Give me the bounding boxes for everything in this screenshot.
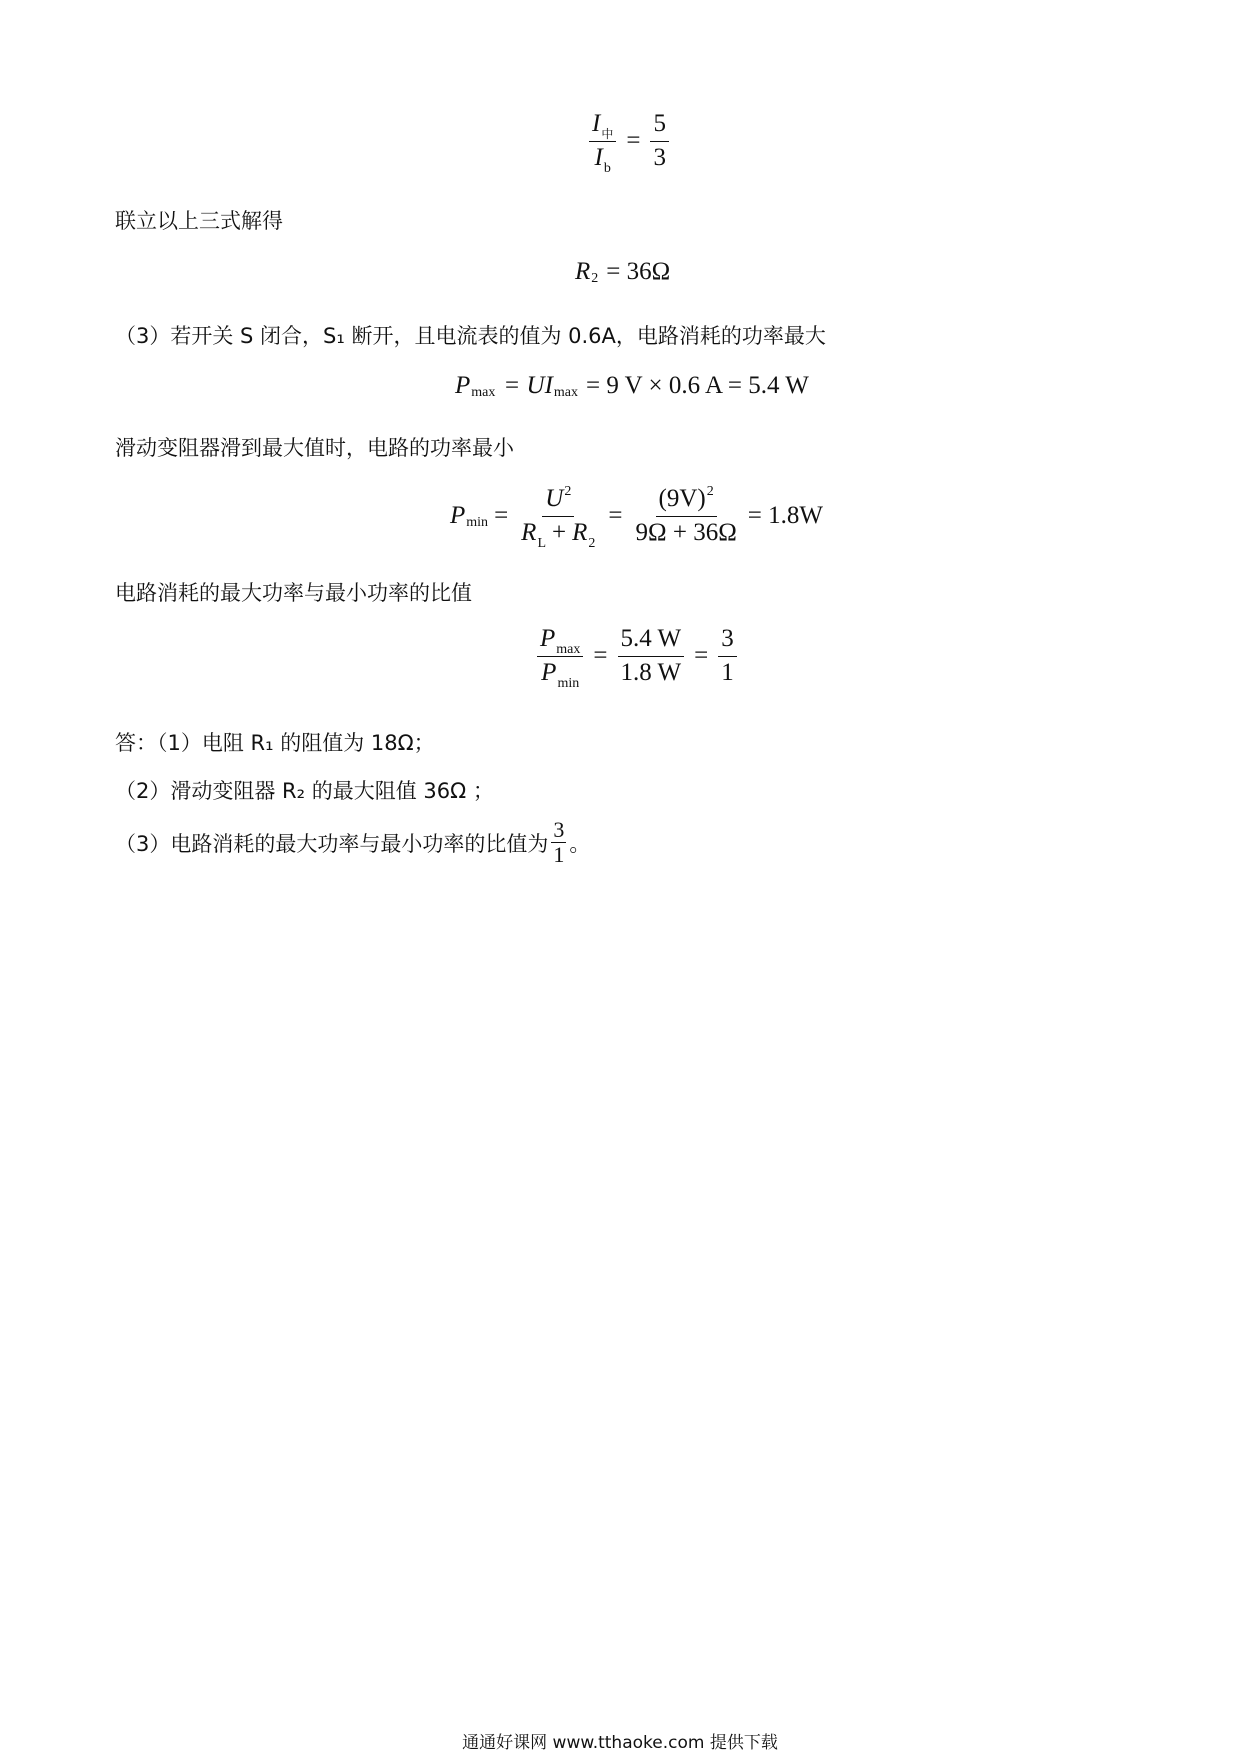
fraction-watts: $\frac{5.4 W}{1.8 W}$ — [618, 625, 685, 688]
answer-3: （3）电路消耗的最大功率与最小功率的比值为 $\frac{3}{1}$ 。 — [115, 817, 591, 868]
text-min-power-line: 滑动变阻器滑到最大值时，电路的功率最小 — [115, 436, 514, 460]
equation-current-ratio: $\frac{I_中}{I_b}$ = $\frac{5}{3}$ — [585, 110, 673, 173]
equation-power-ratio: $\frac{P_{max}}{P_{min}}$ = $\frac{5.4 W}{1.8 W}$ = $\frac{3}{1}$ — [533, 625, 741, 688]
fraction-pmax-pmin: $\frac{P_{max}}{P_{min}}$ — [537, 625, 583, 688]
answer-1: 答：（1）电阻 R₁ 的阻值为 18Ω； — [115, 731, 435, 755]
text-part3-intro: （3）若开关 S 闭合，S₁ 断开，且电流表的值为 0.6A，电路消耗的功率最大 — [115, 324, 826, 348]
equation-r2: R 2 = 36Ω — [575, 258, 671, 286]
fraction-numeric: $\frac{(9V)^2}{9\Omega + 36\Omega}$ — [635, 484, 737, 546]
answer-2: （2）滑动变阻器 R₂ 的最大阻值 36Ω ； — [115, 779, 494, 803]
equation-pmax: P max = UI max = 9 V × 0.6 A = 5.4 W — [455, 372, 809, 400]
fraction-three-one: $\frac{3}{1}$ — [718, 625, 737, 688]
text-solve-line: 联立以上三式解得 — [115, 209, 283, 233]
footer-source: 通通好课网 www.tthaoke.com 提供下载 — [462, 1733, 778, 1753]
fraction-u2-over-r: $\frac{U^2}{R_L + R_2}$ — [521, 484, 596, 551]
answer-3-fraction: $\frac{3}{1}$ — [553, 817, 565, 868]
fraction-five-thirds: $\frac{5}{3}$ — [650, 110, 669, 173]
text-ratio-line: 电路消耗的最大功率与最小功率的比值 — [115, 581, 472, 605]
fraction-currents: $\frac{I_中}{I_b}$ — [589, 110, 616, 173]
equation-pmin: P min = $\frac{U^2}{R_L + R_2}$ = $\frac{(9V)^2}{9\Omega + 36\Omega}$ = 1.8W — [450, 484, 823, 551]
